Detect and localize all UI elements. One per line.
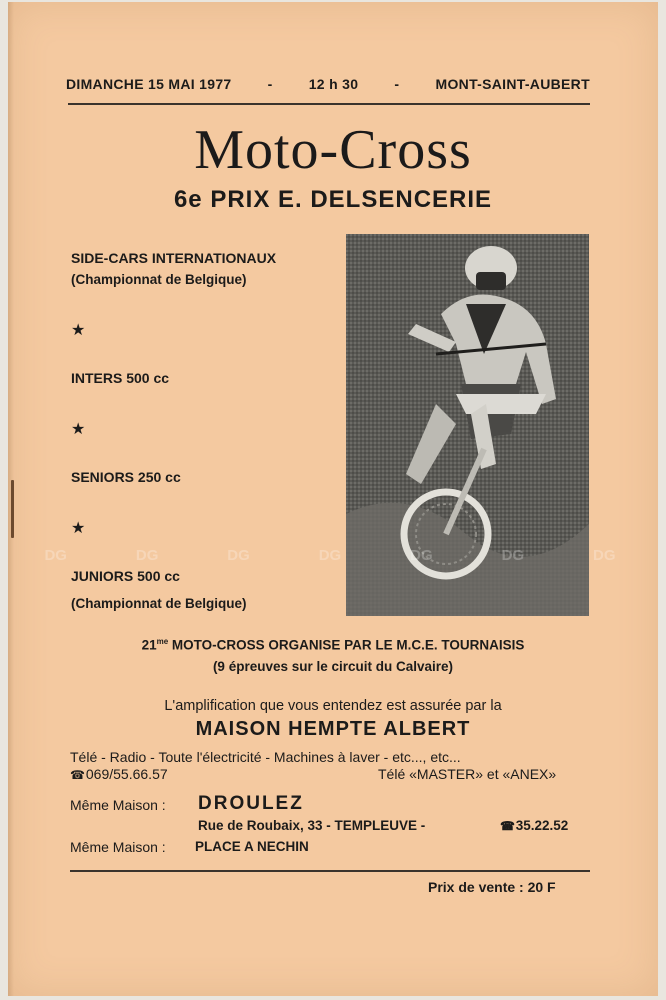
category-seniors: SENIORS 250 cc: [71, 469, 181, 485]
sponsor-name: MAISON HEMPTE ALBERT: [195, 718, 471, 740]
nechin-place: PLACE A NECHIN: [195, 839, 309, 854]
page-subtitle: 6e PRIX E. DELSENCERIE: [173, 186, 493, 213]
sale-price: Prix de vente : 20 F: [428, 879, 556, 895]
watermark-text: DG: [227, 546, 250, 564]
watermark-text: DG: [410, 546, 433, 564]
circuit-line: (9 épreuves sur le circuit du Calvaire): [212, 659, 454, 674]
star-icon: ★: [71, 322, 86, 339]
edition-number: 21: [141, 637, 157, 653]
same-house-label: Même Maison :: [70, 839, 166, 855]
event-header: [66, 76, 590, 92]
sponsor-phone: 069/55.66.57: [85, 766, 168, 782]
staple: [11, 480, 14, 538]
event-place: MONT-SAINT-AUBERT: [435, 76, 590, 92]
star-icon: ★: [71, 520, 86, 537]
separator: -: [267, 76, 273, 92]
event-date: DIMANCHE 15 MAI 1977: [66, 76, 232, 92]
droulez-phone: 35.22.52: [515, 818, 569, 833]
sponsor-brands: Télé «MASTER» et «ANEX»: [378, 766, 557, 782]
category-sidecars-note: (Championnat de Belgique): [71, 272, 247, 287]
rider-photo: [346, 234, 589, 616]
watermark-text: DG: [135, 546, 159, 564]
category-juniors: JUNIORS 500 cc: [71, 568, 180, 584]
top-divider: [68, 103, 590, 105]
sponsor-intro: L'amplification que vous entendez est assurée par la: [164, 698, 502, 714]
same-house-label: Même Maison :: [70, 797, 166, 813]
event-time: 12 h 30: [308, 76, 359, 92]
bottom-divider: [70, 870, 590, 872]
edition-suffix: me: [156, 637, 169, 646]
page-title: Moto-Cross: [194, 119, 472, 181]
droulez-phone-line: [500, 818, 568, 833]
category-inters: INTERS 500 cc: [71, 370, 170, 386]
organiser-line: [0, 637, 666, 653]
organiser-text: MOTO-CROSS ORGANISE PAR LE M.C.E. TOURNAISIS: [168, 637, 525, 653]
droulez-address: Rue de Roubaix, 33 - TEMPLEUVE -: [198, 818, 426, 833]
motocross-rider-image: [346, 234, 589, 616]
sponsor-phone-line: [70, 766, 168, 782]
droulez-name: DROULEZ: [198, 793, 304, 814]
category-sidecars: SIDE-CARS INTERNATIONAUX: [71, 250, 277, 266]
telephone-icon: ☎: [70, 768, 85, 782]
watermark-text: DG: [318, 546, 342, 564]
watermark-text: DG: [44, 546, 67, 564]
sponsor-services: Télé - Radio - Toute l'électricité - Machines à laver - etc..., etc...: [70, 749, 461, 765]
watermark-text: DG: [501, 546, 525, 564]
star-icon: ★: [71, 421, 86, 438]
category-juniors-note: (Championnat de Belgique): [71, 596, 247, 611]
separator: -: [394, 76, 400, 92]
telephone-icon: ☎: [500, 819, 515, 833]
watermark-text: DG: [592, 546, 616, 564]
